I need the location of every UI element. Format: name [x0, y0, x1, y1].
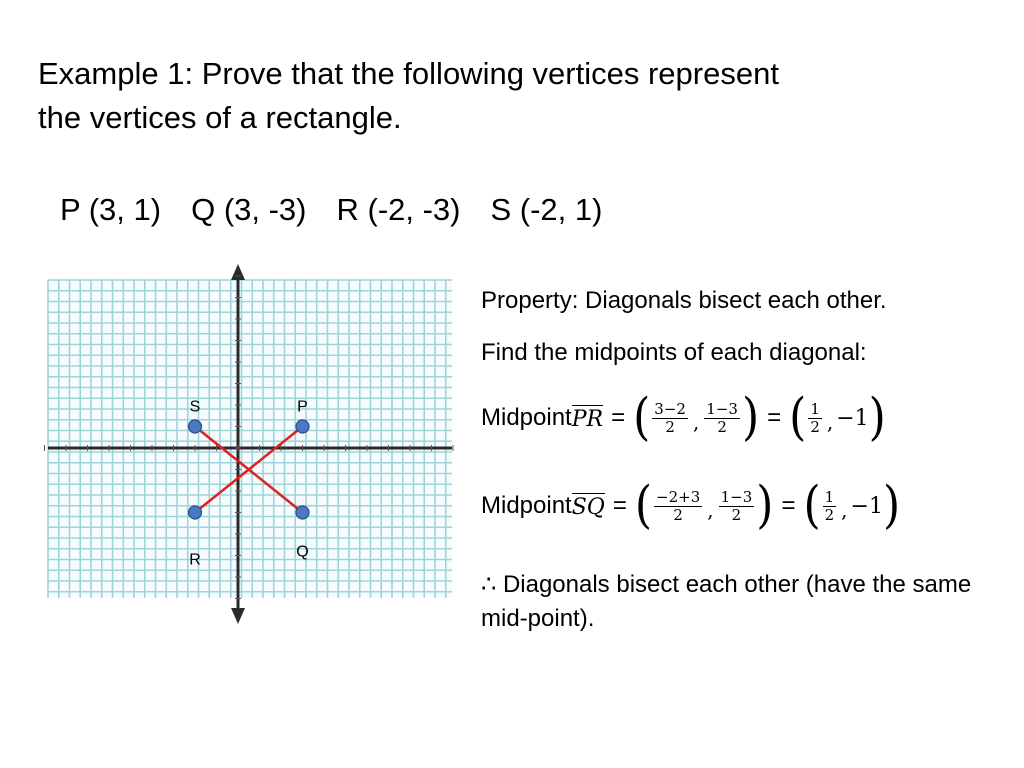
- fraction: [652, 401, 688, 436]
- coordinate-grid: [40, 262, 460, 632]
- segment-pr: PR: [571, 406, 604, 432]
- equals-sign: =: [611, 404, 626, 431]
- right-paren: ): [882, 476, 901, 535]
- equals-sign: =: [767, 404, 782, 431]
- y-axis-arrow-up: [231, 264, 245, 280]
- title-line-1: Example 1: Prove that the following vertices represent: [38, 56, 779, 91]
- point-label-r: R: [189, 551, 201, 569]
- point-s: [189, 420, 202, 433]
- fraction-denominator: 2: [824, 505, 835, 524]
- segment-sq: SQ: [571, 494, 605, 520]
- vertex-s: S (-2, 1): [490, 192, 603, 227]
- right-paren: ): [741, 388, 760, 447]
- result-y: −1: [850, 493, 883, 519]
- fraction-denominator: 2: [717, 417, 727, 436]
- equals-sign: =: [781, 492, 796, 519]
- fraction: [823, 489, 837, 524]
- fraction: [719, 489, 755, 524]
- right-paren: ): [868, 388, 886, 447]
- comma: ,: [707, 498, 714, 522]
- equals-sign: =: [612, 492, 627, 519]
- property-statement: Property: Diagonals bisect each other.: [481, 287, 887, 314]
- fraction-denominator: 2: [673, 505, 683, 524]
- instruction-text: Find the midpoints of each diagonal:: [481, 339, 867, 366]
- fraction-numerator: −2+3: [656, 487, 701, 506]
- left-paren: (: [633, 388, 651, 447]
- fraction-numerator: 1−3: [720, 487, 753, 506]
- left-paren: (: [634, 476, 653, 535]
- y-axis-arrow-down: [231, 608, 245, 624]
- point-r: [189, 506, 202, 519]
- fraction-numerator: 3−2: [654, 399, 686, 418]
- fraction: [654, 489, 702, 524]
- midpoint-sq-row: [481, 476, 900, 536]
- title-line-2: the vertices of a rectangle.: [38, 100, 402, 135]
- midpoint-sq-label: Midpoint: [481, 492, 572, 519]
- fraction-denominator: 2: [810, 417, 820, 436]
- left-paren: (: [803, 476, 821, 535]
- fraction-numerator: 1: [810, 399, 820, 418]
- left-paren: (: [789, 388, 807, 447]
- midpoint-pr-row: [481, 388, 886, 448]
- fraction: [704, 401, 740, 436]
- point-label-q: Q: [296, 543, 309, 561]
- fraction-numerator: 1: [824, 487, 835, 506]
- comma: ,: [692, 410, 700, 434]
- comma: ,: [841, 498, 848, 522]
- comma: ,: [826, 410, 834, 434]
- result-y: −1: [836, 405, 869, 431]
- fraction-numerator: 1−3: [706, 399, 738, 418]
- point-p: [296, 420, 309, 433]
- point-label-s: S: [189, 398, 201, 416]
- point-label-p: P: [297, 398, 308, 416]
- fraction: [808, 401, 822, 436]
- vertex-r: R (-2, -3): [336, 192, 461, 227]
- midpoint-pr-label: Midpoint: [481, 404, 572, 431]
- fraction-denominator: 2: [665, 417, 675, 436]
- fraction-denominator: 2: [731, 505, 742, 524]
- vertex-p: P (3, 1): [60, 192, 162, 227]
- problem-title: [38, 52, 978, 140]
- right-paren: ): [756, 476, 774, 535]
- vertex-q: Q (3, -3): [191, 192, 307, 227]
- point-q: [296, 506, 309, 519]
- vertex-list: [60, 190, 632, 230]
- conclusion-text: ∴ Diagonals bisect each other (have the same mid-point).: [481, 571, 972, 632]
